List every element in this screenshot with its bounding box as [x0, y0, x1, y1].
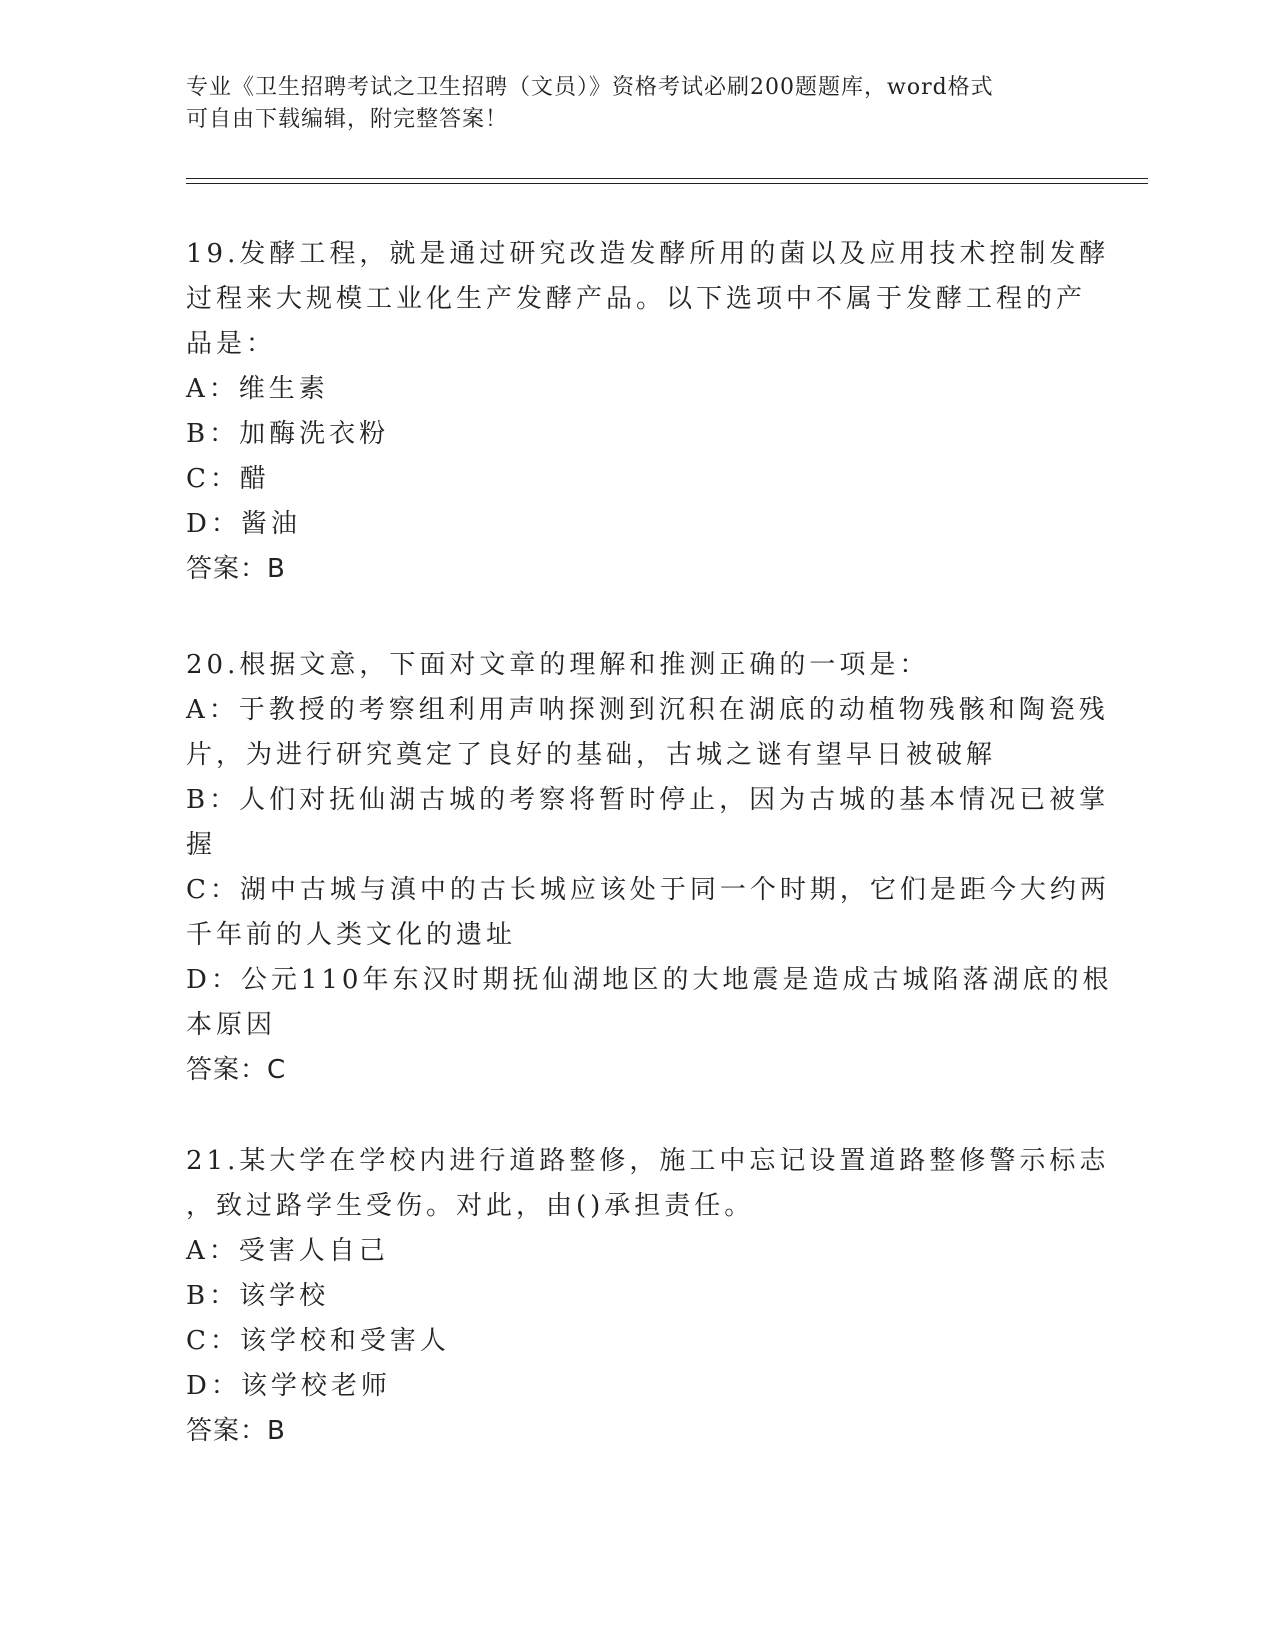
question-19: [186, 232, 1110, 592]
option-a: A：维生素: [186, 374, 329, 404]
question-21: [186, 1139, 1110, 1454]
question-20: [186, 643, 1113, 1093]
option-c: C：湖中古城与滇中的古长城应该处于同一个时期，它们是距今大约两: [186, 875, 1110, 905]
option-d-continued: 本原因: [186, 1010, 277, 1040]
question-stem: 21.某大学在学校内进行道路整修，施工中忘记设置道路整修警示标志: [186, 1146, 1110, 1176]
option-c: C：醋: [186, 464, 270, 494]
option-d: D：酱油: [186, 509, 301, 539]
question-stem: ，致过路学生受伤。对此，由()承担责任。: [186, 1191, 755, 1221]
option-b: B：该学校: [186, 1281, 330, 1311]
question-stem: 品是：: [186, 329, 277, 359]
answer-line: 答案：B: [186, 1416, 286, 1446]
option-d: D：公元110年东汉时期抚仙湖地区的大地震是造成古城陷落湖底的根: [186, 965, 1113, 995]
option-a: A：于教授的考察组利用声呐探测到沉积在湖底的动植物残骸和陶瓷残: [186, 695, 1109, 725]
document-header: [186, 72, 1066, 136]
option-a-continued: 片，为进行研究奠定了良好的基础，古城之谜有望早日被破解: [186, 740, 997, 770]
question-stem: 20.根据文意，下面对文章的理解和推测正确的一项是：: [186, 650, 930, 680]
option-b: B：加酶洗衣粉: [186, 419, 390, 449]
answer-line: 答案：C: [186, 1055, 287, 1085]
header-divider: [186, 178, 1148, 179]
answer-line: 答案：B: [186, 554, 286, 584]
header-line: 专业《卫生招聘考试之卫生招聘（文员）》资格考试必刷200题题库，word格式: [186, 75, 994, 100]
header-divider: [186, 183, 1148, 184]
option-c: C：该学校和受害人: [186, 1326, 450, 1356]
option-b-continued: 握: [186, 830, 217, 860]
question-stem: 过程来大规模工业化生产发酵产品。以下选项中不属于发酵工程的产: [186, 284, 1087, 314]
header-line: 可自由下载编辑，附完整答案！: [186, 107, 509, 132]
option-c-continued: 千年前的人类文化的遗址: [186, 920, 517, 950]
question-stem: 19.发酵工程，就是通过研究改造发酵所用的菌以及应用技术控制发酵: [186, 239, 1110, 269]
option-b: B：人们对抚仙湖古城的考察将暂时停止，因为古城的基本情况已被掌: [186, 785, 1110, 815]
option-d: D：该学校老师: [186, 1371, 391, 1401]
option-a: A：受害人自己: [186, 1236, 389, 1266]
